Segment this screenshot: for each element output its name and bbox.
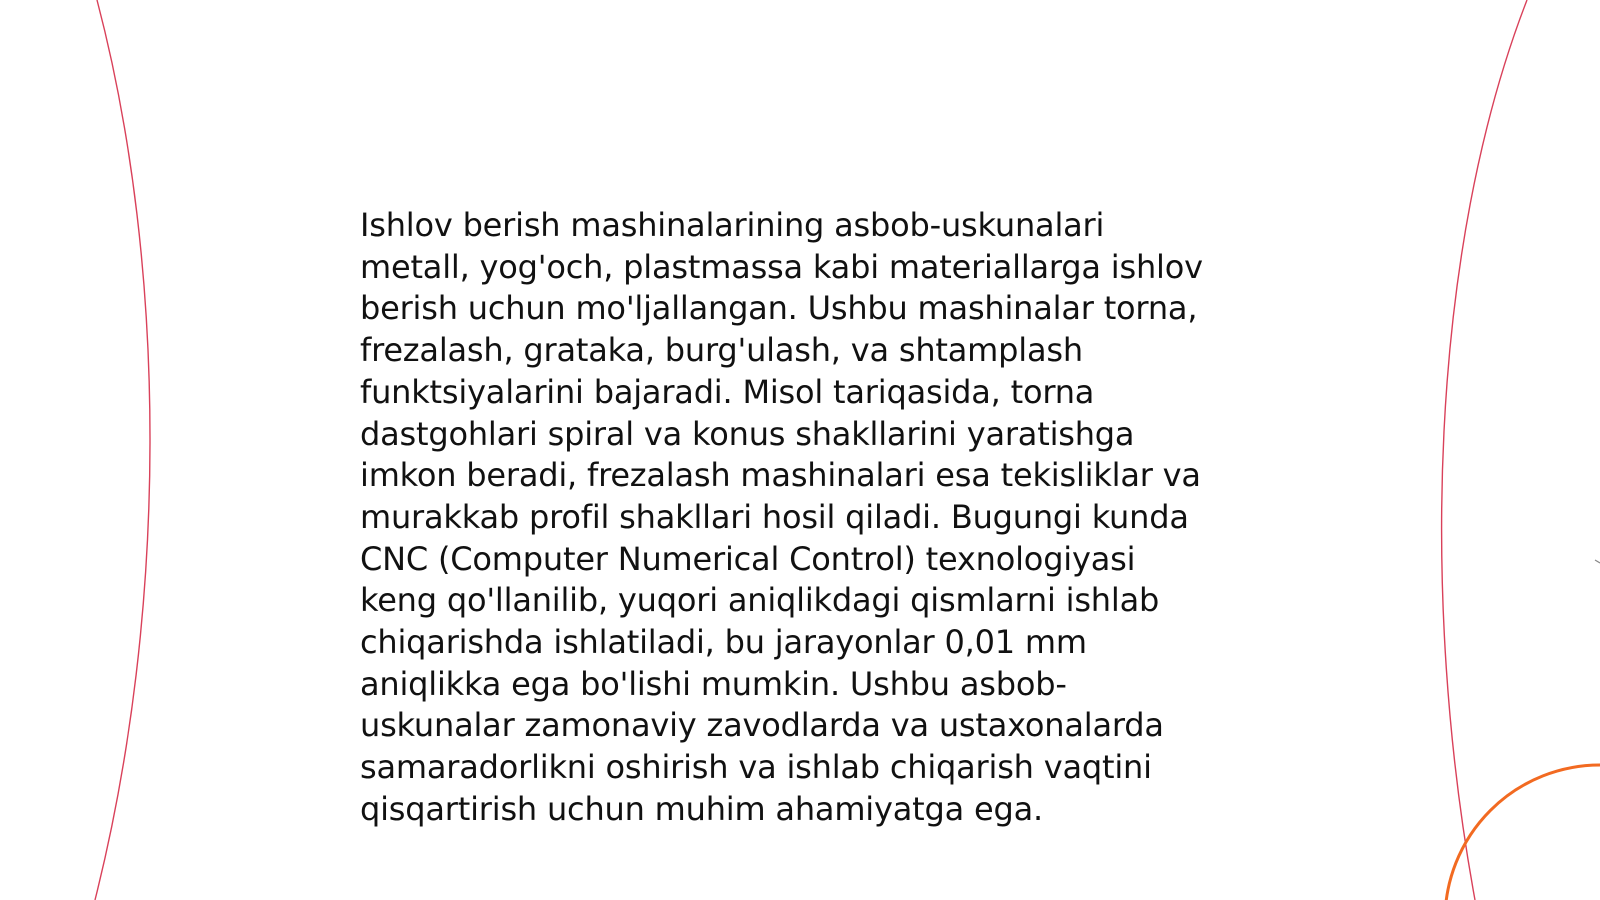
body-paragraph: Ishlov berish mashinalarining asbob-uskunalari metall, yog'och, plastmassa kabi materiallarga ishlov berish uchun mo'ljallangan. Ushbu mashinalar torna, frezalash, grataka, burg'ulash, va shtamplash funktsiyalarini bajaradi. Misol tariqasida, torna dastgohlari spiral va konus shakllarini yaratishga imkon beradi, frezalash mashinalari esa tekisliklar va murakkab profil shakllari hosil qiladi. Bugungi kunda CNC (Computer Numerical Control) texnologiyasi keng qo'llanilib, yuqori aniqlikdagi qismlarni ishlab chiqarishda ishlatiladi, bu jarayonlar 0,01 mm aniqlikka ega bo'lishi mumkin. Ushbu asbob- uskunalar zamonaviy zavodlarda va ustaxonalarda samaradorlikni oshirish va ishlab chiqarish vaqtini qisqartirish uchun muhim ahamiyatga ega. bbox=[360, 206, 1203, 828]
right-curve-line bbox=[1442, 0, 1527, 900]
left-curve-line bbox=[95, 0, 150, 900]
small-mark bbox=[1595, 560, 1600, 563]
orange-accent-circle bbox=[1445, 765, 1600, 900]
